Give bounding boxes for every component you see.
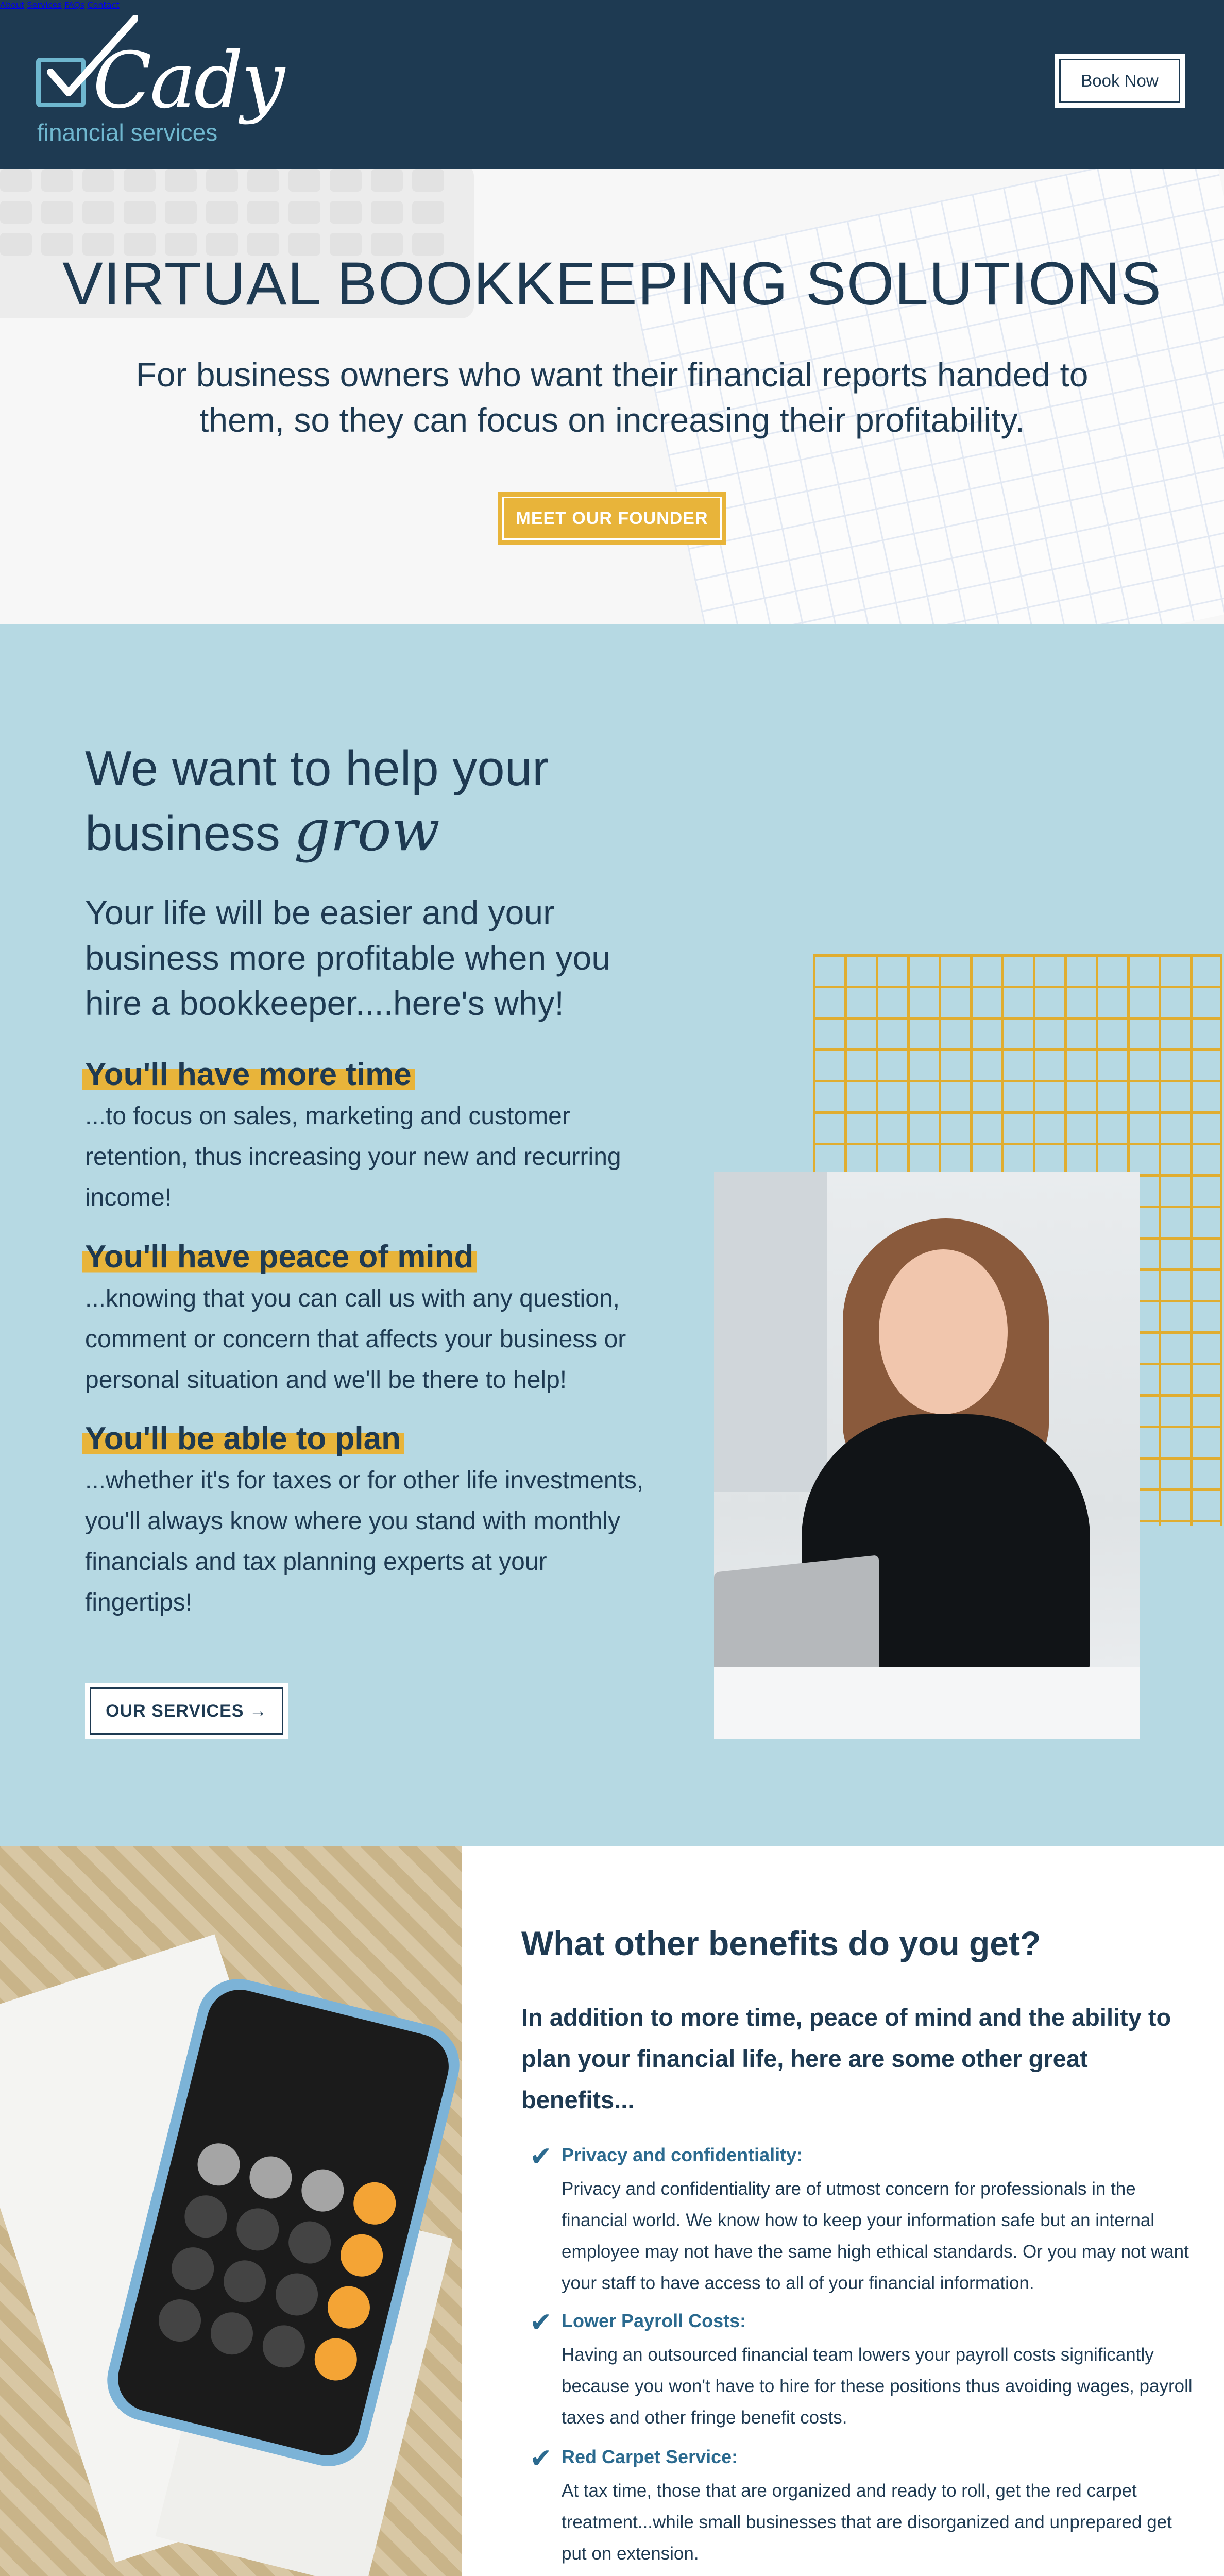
- book-now-button[interactable]: Book Now: [1055, 54, 1185, 108]
- reason-title: You'll have more time: [82, 1056, 415, 1093]
- our-services-button[interactable]: OUR SERVICES →: [85, 1683, 288, 1739]
- benefit-text: At tax time, those that are organized and ready to roll, get the red carpet treatment...while small businesses that are disorganized and unprepared get put on extension.: [562, 2481, 1172, 2564]
- calculator-phone-image: [0, 1846, 462, 2576]
- logo-subtitle: financial services: [37, 119, 218, 146]
- hero-lead: For business owners who want their financial reports handed to them, so they can focus on increasing their profitability.: [135, 355, 1089, 439]
- nav-contact[interactable]: Contact: [87, 0, 120, 10]
- hero-title: VIRTUAL BOOKKEEPING SOLUTIONS: [62, 250, 1162, 318]
- reason-text: ...whether it's for taxes or for other life investments, you'll always know where you stand with monthly financials and tax planning experts at your fingertips!: [85, 1467, 644, 1616]
- checkmark-icon: ✔: [530, 2141, 552, 2172]
- benefit-title: Lower Payroll Costs:: [562, 2310, 746, 2331]
- benefit-title: Red Carpet Service:: [562, 2446, 738, 2467]
- grow-intro: Your life will be easier and your business more profitable when you hire a bookkeeper....here's why!: [85, 893, 610, 1022]
- nav-services[interactable]: Services: [27, 0, 62, 10]
- reason-title: You'll be able to plan: [82, 1420, 404, 1457]
- cady-logo[interactable]: [36, 15, 283, 149]
- main-nav: [0, 0, 1224, 10]
- benefits-section: [0, 1846, 1224, 2576]
- reason-title: You'll have peace of mind: [82, 1239, 477, 1275]
- reason-text: ...knowing that you can call us with any question, comment or concern that affects your business or personal situation and we'll be there to help!: [85, 1285, 626, 1394]
- benefit-text: Privacy and confidentiality are of utmost concern for professionals in the financial world. We know how to keep your information safe but an internal employee may not have the same high ethical standards. Or you may not want your staff to have access to all of your financial information.: [562, 2179, 1189, 2293]
- checkmark-icon: ✔: [530, 2307, 552, 2338]
- site-header: [0, 0, 1224, 169]
- benefits-title: What other benefits do you get?: [521, 1924, 1041, 1962]
- benefits-intro: In addition to more time, peace of mind and the ability to plan your financial life, here are some other great benefits...: [521, 2004, 1171, 2113]
- hero-section: [0, 169, 1224, 624]
- reason-text: ...to focus on sales, marketing and customer retention, thus increasing your new and recurring income!: [85, 1103, 621, 1211]
- founder-photo: [714, 1172, 1140, 1739]
- why-bookkeeper-section: [0, 624, 1224, 1846]
- grow-heading: We want to help your business grow: [85, 741, 549, 863]
- reason-able-to-plan: [85, 1420, 657, 1623]
- reason-peace-of-mind: [85, 1239, 657, 1400]
- logo-wordmark: Cady: [93, 36, 283, 126]
- benefit-title: Privacy and confidentiality:: [562, 2144, 803, 2165]
- grow-script-word: grow: [294, 798, 440, 863]
- nav-about[interactable]: About: [0, 0, 25, 10]
- benefit-text: Having an outsourced financial team lowers your payroll costs significantly because you won't have to hire for these positions thus avoiding wages, payroll taxes and other fringe benefit costs.: [562, 2345, 1193, 2428]
- meet-founder-button[interactable]: MEET OUR FOUNDER: [498, 492, 726, 545]
- reason-more-time: [85, 1056, 657, 1218]
- checkmark-icon: ✔: [530, 2443, 552, 2474]
- nav-faqs[interactable]: FAQs: [64, 0, 85, 10]
